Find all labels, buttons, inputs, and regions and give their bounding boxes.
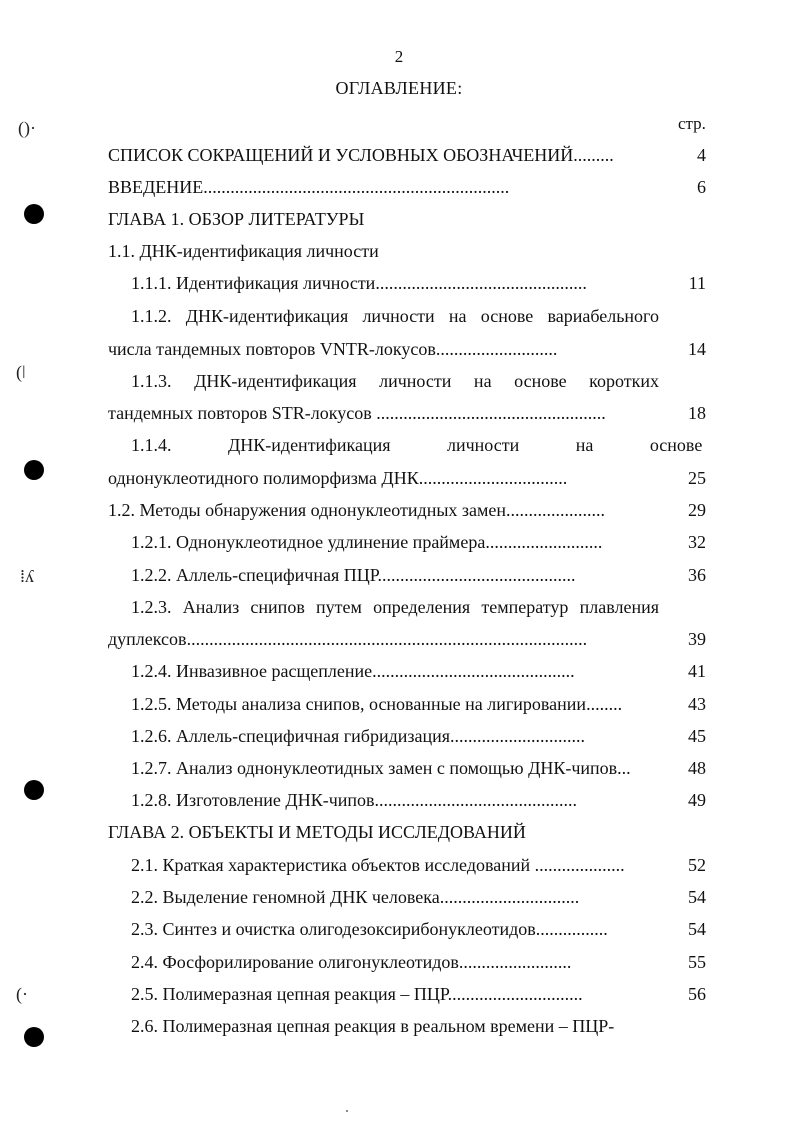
toc-entry-text: 1.2.5. Методы анализа снипов, основанные на лигировании [131,694,587,714]
toc-entry [108,500,605,521]
toc-entry [108,403,606,424]
toc-leader: ...................... [506,500,606,520]
toc-entry-text: 1.2.3. Анализ снипов путем определения температур плавления [131,597,659,617]
toc-entry-text: 1.1.3. ДНК-идентификация личности на основе коротких [131,371,659,391]
toc-entry [131,532,602,553]
binder-hole [24,204,44,224]
toc-entry [108,339,557,360]
toc-leader: ........................... [435,339,558,359]
toc-leader: ............................................. [372,661,575,681]
toc-leader: .................................................................... [203,177,510,197]
toc-entry-text: 1.2.6. Аллель-специфичная гибридизация [131,726,451,746]
toc-entry-text: 1.2.2. Аллель-специфичная ПЦР [131,565,378,585]
toc-entry-text: 1.2.7. Анализ однонуклеотидных замен с помощью ДНК-чипов [131,758,618,778]
toc-page: 43 [688,694,706,714]
page-number: 2 [394,47,404,66]
toc-leader: ............................................. [374,790,578,810]
toc-entry [131,273,587,294]
toc-page: 6 [697,177,706,197]
toc-page: 56 [688,984,706,1004]
toc-entry-text: 1.2.1. Однонуклеотидное удлинение праймера [131,532,486,552]
margin-mark: (ǀ [16,362,26,382]
toc-leader: ........ [586,694,623,714]
toc-entry-text: 1.2.4. Инвазивное расщепление [131,661,373,681]
margin-mark: ⁞ʎ [20,566,35,586]
toc-entry-text: тандемных повторов STR-локусов [108,403,372,423]
toc-entry [131,758,631,779]
toc-entry-text: 2.2. Выделение геномной ДНК человека [131,887,440,907]
toc-entry [131,694,622,715]
toc-entry-text: 2.3. Синтез и очистка олигодезоксирибонуклеотидов [131,919,536,939]
margin-mark: ()· [18,118,36,138]
toc-entry [108,629,587,650]
toc-page: 36 [688,565,706,585]
toc-entry-text: 1.1.4. ДНК-идентификация личности на основе [131,435,703,455]
toc-entry-text: СПИСОК СОКРАЩЕНИЙ И УСЛОВНЫХ ОБОЗНАЧЕНИЙ [108,145,574,165]
toc-leader: ............................................ [377,565,576,585]
toc-leader: ............................................... [375,273,587,293]
toc-page: 39 [688,629,706,649]
toc-leader: ......................... [458,952,572,972]
toc-page: 29 [688,500,706,520]
toc-entry-text: 2.1. Краткая характеристика объектов исследований [131,855,531,875]
binder-hole [24,780,44,800]
toc-chapter-heading: ГЛАВА 2. ОБЪЕКТЫ И МЕТОДЫ ИССЛЕДОВАНИЙ [108,822,526,842]
toc-entry [131,565,576,586]
toc-page: 25 [688,468,706,488]
toc-entry [131,726,585,747]
toc-title: ОГЛАВЛЕНИЕ: [335,78,463,98]
toc-leader: ......................................................................................... [186,629,588,649]
binder-hole [24,460,44,480]
toc-leader: .................... [530,855,625,875]
toc-leader: ... [617,758,631,778]
pages-column-header: стр. [678,114,706,133]
toc-page: 41 [688,661,706,681]
toc-leader: .............................. [447,984,583,1004]
toc-entry-text: числа тандемных повторов VNTR-локусов [108,339,436,359]
toc-leader: ................................................... [371,403,606,423]
toc-page: 45 [688,726,706,746]
toc-leader: .......................... [485,532,603,552]
toc-entry-text: однонуклеотидного полиморфизма ДНК [108,468,419,488]
toc-chapter-heading: ГЛАВА 1. ОБЗОР ЛИТЕРАТУРЫ [108,209,365,229]
toc-entry-text: дуплексов [108,629,187,649]
toc-entry [131,887,579,908]
toc-entry-text: 2.6. Полимеразная цепная реакция в реальном времени – ПЦР- [131,1016,615,1036]
toc-page: 32 [688,532,706,552]
toc-entry-text: 1.2.8. Изготовление ДНК-чипов [131,790,375,810]
toc-entry [108,145,663,166]
toc-page: 14 [688,339,706,359]
toc-entry [131,984,583,1005]
toc-page: 18 [688,403,706,423]
toc-page: 54 [688,887,706,907]
toc-entry [131,952,571,973]
toc-page: 11 [688,273,706,293]
toc-leader: ............................... [439,887,580,907]
toc-leader: .............................. [450,726,586,746]
toc-page: 4 [697,145,706,165]
toc-entry-text: 1.1.1. Идентификация личности [131,273,376,293]
toc-entry-text: 2.5. Полимеразная цепная реакция – ПЦР [131,984,448,1004]
toc-leader: ................................. [418,468,568,488]
toc-page: 54 [688,919,706,939]
margin-mark: (· [16,984,28,1004]
toc-entry [108,468,567,489]
toc-entry [131,919,608,940]
speck [346,1110,348,1112]
toc-page: 52 [688,855,706,875]
toc-leader: ................ [535,919,608,939]
toc-entry [131,855,625,876]
toc-entry [131,661,575,682]
toc-page: 49 [688,790,706,810]
toc-entry-text: 2.4. Фосфорилирование олигонуклеотидов [131,952,459,972]
toc-entry-text: ВВЕДЕНИЕ [108,177,204,197]
toc-page: 55 [688,952,706,972]
toc-entry [131,790,577,811]
toc-leader: ......... [573,145,614,165]
toc-entry [108,177,509,198]
binder-hole [24,1027,44,1047]
toc-page: 48 [688,758,706,778]
toc-entry-text: 1.1.2. ДНК-идентификация личности на основе вариабельного [131,306,659,326]
toc-section-heading: 1.1. ДНК-идентификация личности [108,241,379,261]
toc-entry-text: 1.2. Методы обнаружения однонуклеотидных замен [108,500,507,520]
